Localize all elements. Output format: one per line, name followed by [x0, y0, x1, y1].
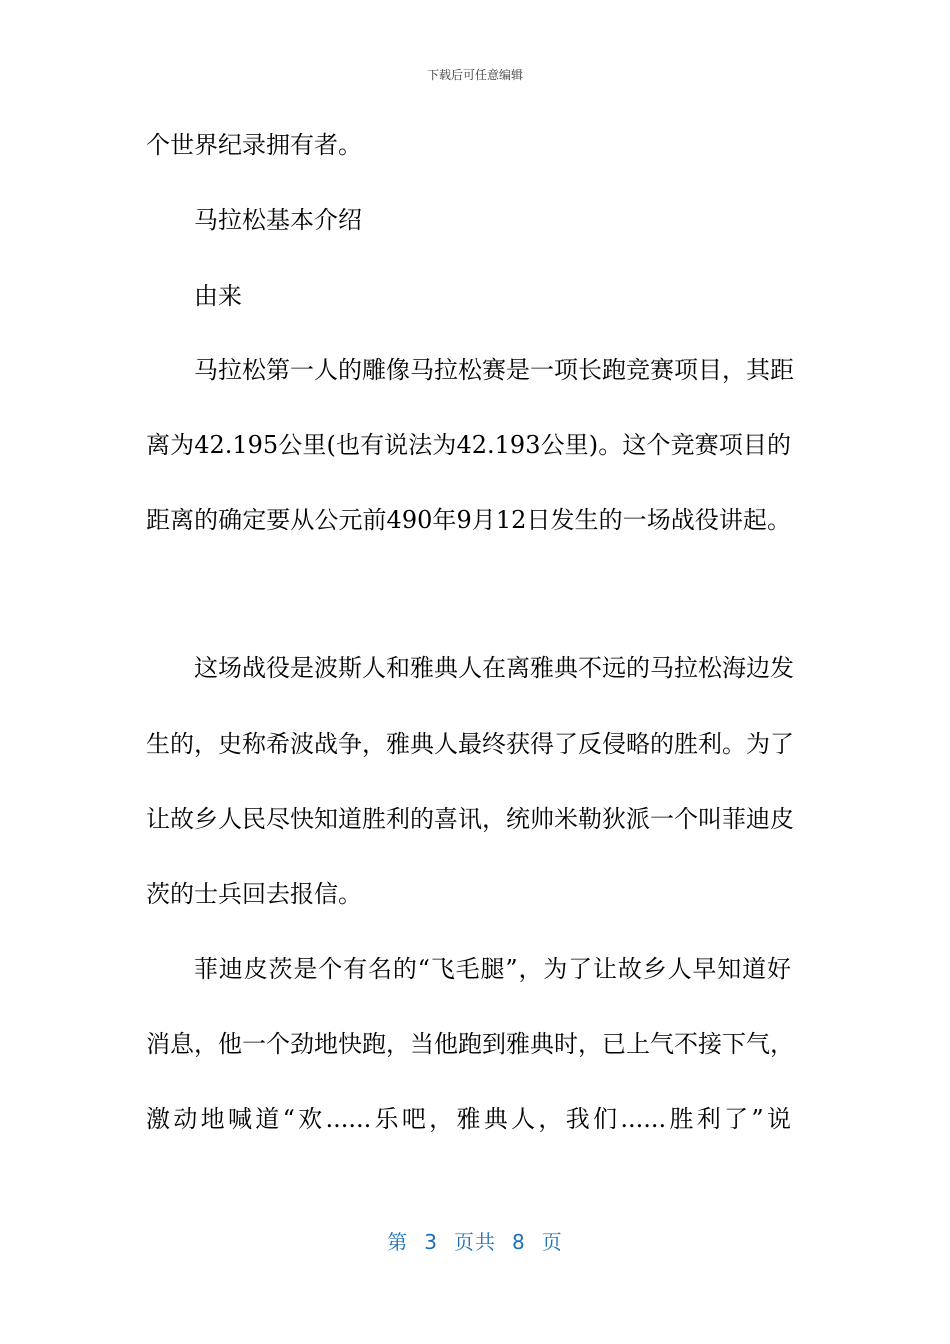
footer-middle: 页共: [454, 1230, 496, 1254]
section-heading: 马拉松基本介绍: [194, 206, 362, 234]
text-line: 距离的确定要从公元前490年9月12日发生的一场战役讲起。: [146, 506, 791, 534]
text-line: 让故乡人民尽快知道胜利的喜讯，统帅米勒狄派一个叫菲迪皮: [146, 805, 794, 833]
text-line: 消息，他一个劲地快跑，当他跑到雅典时，已上气不接下气，: [146, 1030, 794, 1058]
text-line: 激动地喊道“欢......乐吧，雅典人，我们......胜利了”说: [146, 1105, 791, 1133]
footer-suffix: 页: [541, 1230, 563, 1254]
text-line: 马拉松第一人的雕像马拉松赛是一项长跑竞赛项目，其距: [194, 356, 794, 384]
text-line: 茨的士兵回去报信。: [146, 880, 362, 908]
text-line: 离为42.195公里(也有说法为42.193公里)。这个竞赛项目的: [146, 431, 791, 459]
subsection-heading: 由来: [194, 282, 242, 310]
footer-prefix: 第: [387, 1230, 409, 1254]
page-header: 下载后可任意编辑: [426, 68, 523, 82]
text-line: 菲迪皮茨是个有名的“飞毛腿”，为了让故乡人早知道好: [194, 955, 791, 983]
current-page-number: 3: [424, 1230, 438, 1254]
text-line: 生的，史称希波战争，雅典人最终获得了反侵略的胜利。为了: [146, 730, 794, 758]
text-line: 这场战役是波斯人和雅典人在离雅典不远的马拉松海边发: [194, 654, 794, 682]
page-footer: [0, 1226, 950, 1255]
total-pages-number: 8: [512, 1230, 526, 1254]
text-line: 个世界纪录拥有者。: [146, 131, 362, 159]
